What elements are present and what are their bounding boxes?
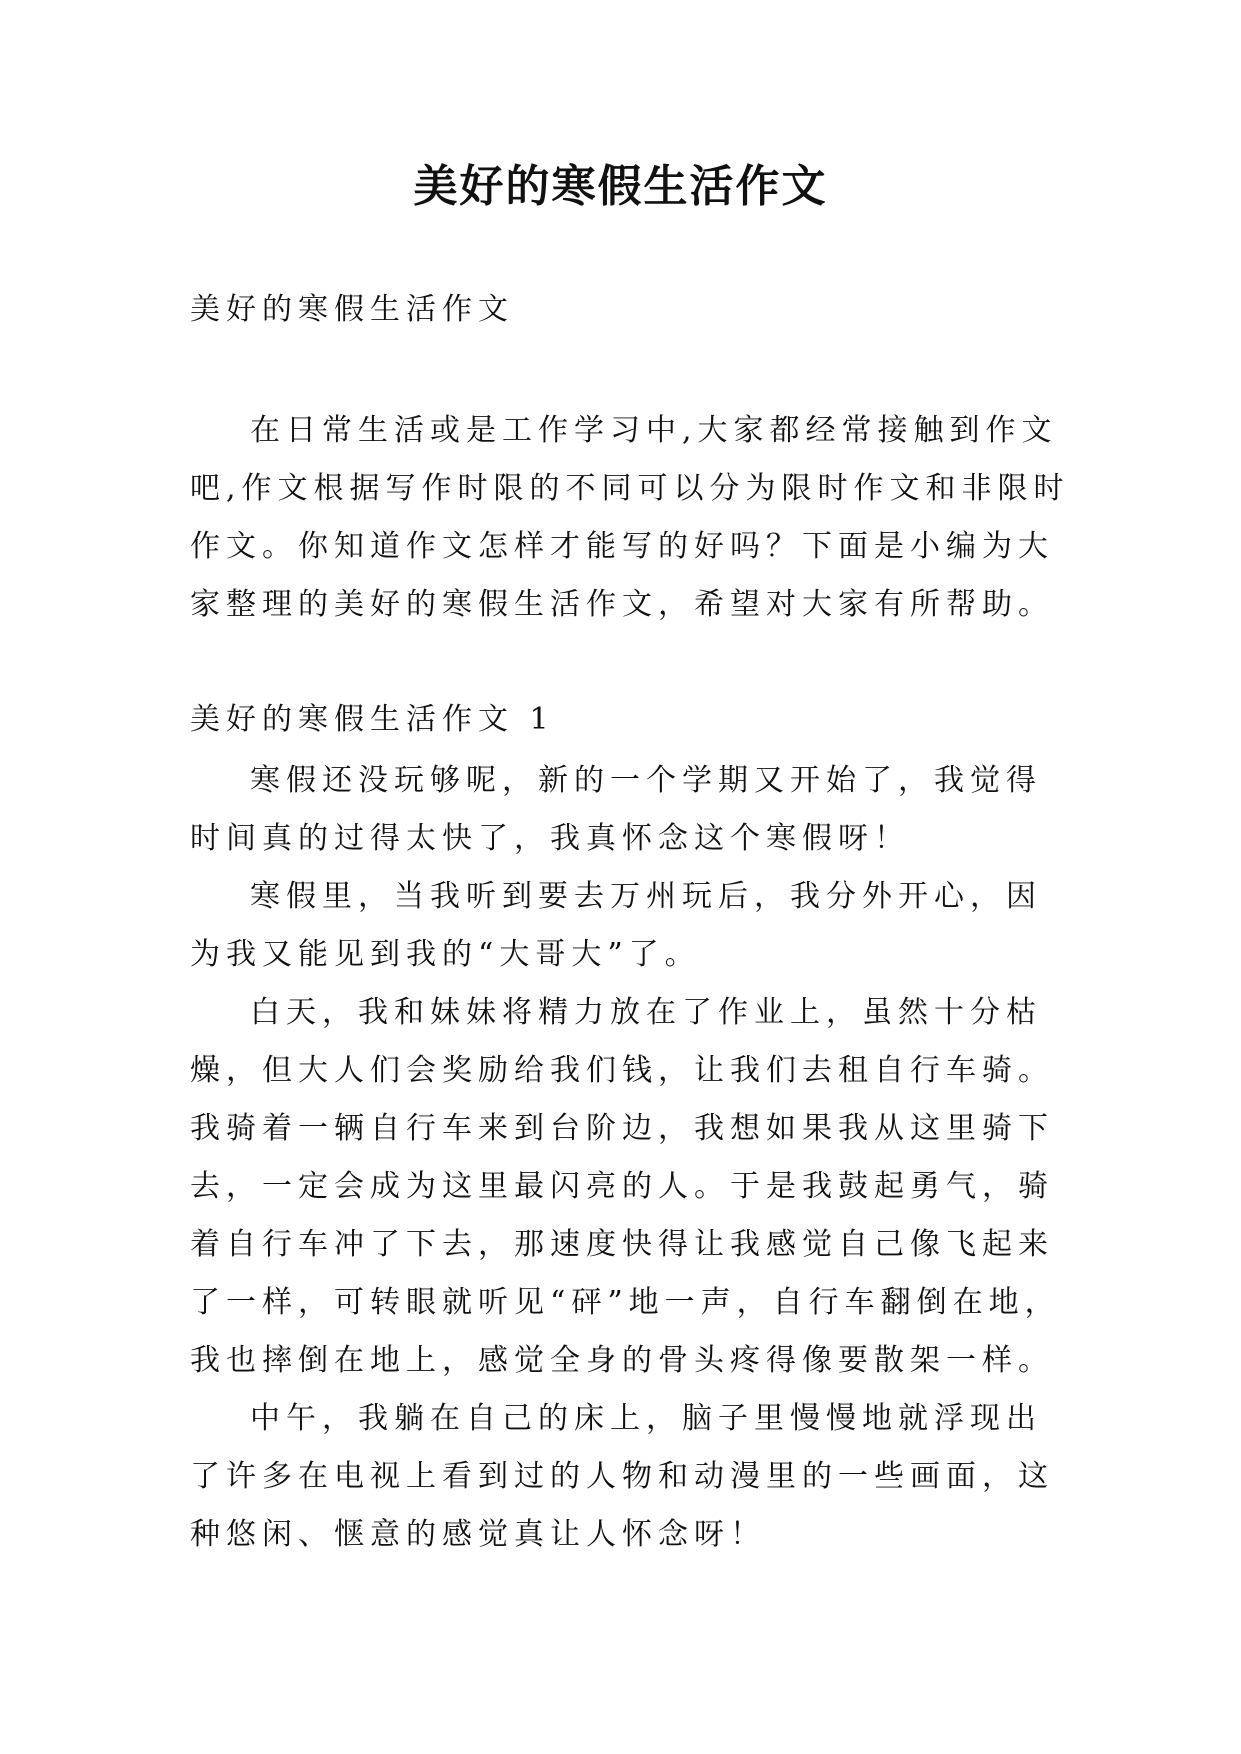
intro-paragraph: 在日常生活或是工作学习中,大家都经常接触到作文吧,作文根据写作时限的不同可以分为限时作文和非限时作文。你知道作文怎样才能写的好吗？下面是小编为大家整理的美好的寒假生活作文，希望对大家有所帮助。 <box>190 413 1070 622</box>
essay-paragraph: 寒假里，当我听到要去万州玩后，我分外开心，因为我又能见到我的“大哥大”了。 <box>190 879 1042 972</box>
section-title: 美好的寒假生活作文 1 <box>190 702 555 737</box>
document-subtitle: 美好的寒假生活作文 <box>190 292 514 327</box>
essay-body <box>190 752 1070 1564</box>
essay-paragraph: 白天，我和妹妹将精力放在了作业上，虽然十分枯燥，但大人们会奖励给我们钱，让我们去租自行车骑。我骑着一辆自行车来到台阶边，我想如果我从这里骑下去，一定会成为这里最闪亮的人。于是我鼓起勇气，骑着自行车冲了下去，那速度快得让我感觉自己像飞起来了一样，可转眼就听见“砰”地一声，自行车翻倒在地，我也摔倒在地上，感觉全身的骨头疼得像要散架一样。 <box>190 995 1061 1378</box>
essay-paragraph: 中午，我躺在自己的床上，脑子里慢慢地就浮现出了许多在电视上看到过的人物和动漫里的一些画面，这种悠闲、惬意的感觉真让人怀念呀！ <box>190 1401 1054 1552</box>
document-title: 美好的寒假生活作文 <box>413 161 828 212</box>
essay-paragraph: 寒假还没玩够呢，新的一个学期又开始了，我觉得时间真的过得太快了，我真怀念这个寒假呀！ <box>190 763 1042 856</box>
